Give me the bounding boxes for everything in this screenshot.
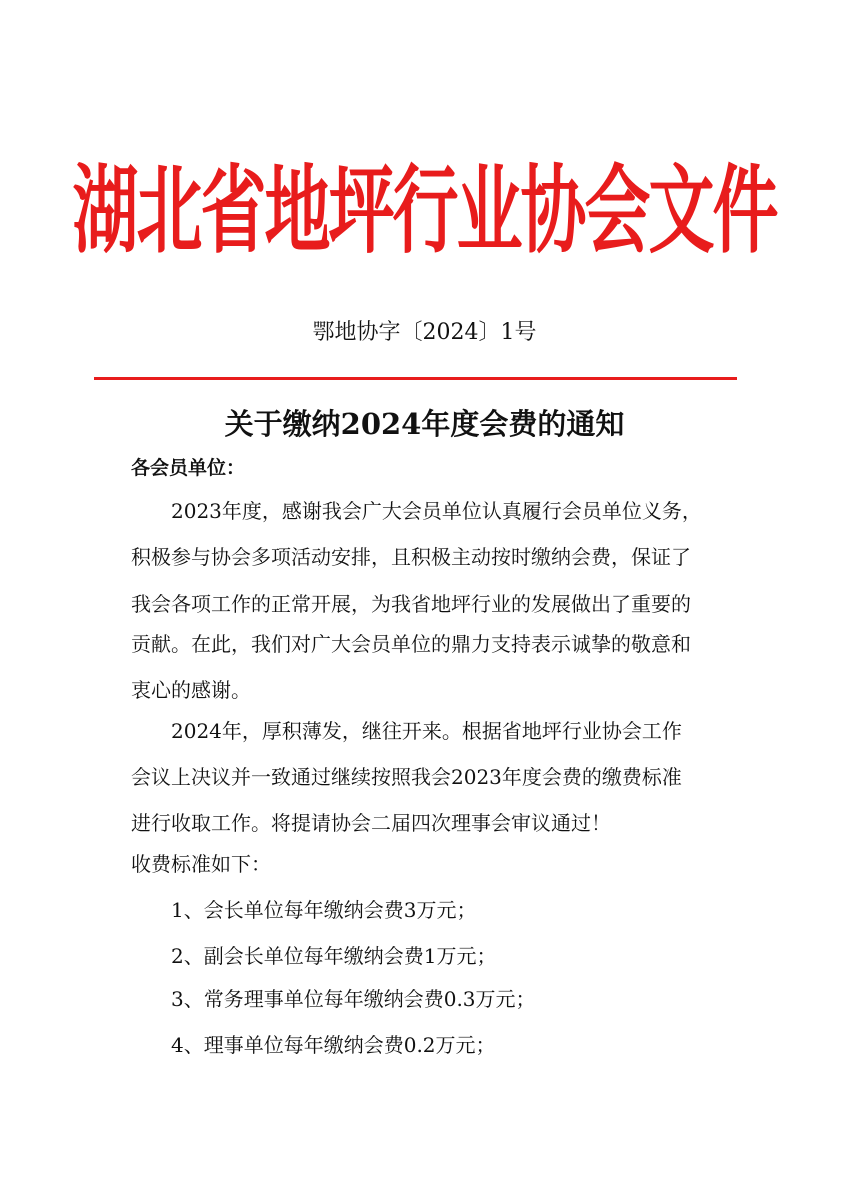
fee-item: 3、常务理事单位每年缴纳会费0.3万元； (171, 987, 536, 1011)
salutation: 各会员单位： (131, 457, 246, 479)
notice-title: 关于缴纳2024年度会费的通知 (224, 407, 625, 441)
document-masthead: 湖北省地坪行业协会文件 (72, 155, 777, 267)
fee-item: 4、理事单位每年缴纳会费0.2万元； (171, 1033, 496, 1057)
paragraph-line: 积极参与协会多项活动安排，且积极主动按时缴纳会费，保证了 (131, 545, 691, 569)
fee-item: 1、会长单位每年缴纳会费3万元； (171, 898, 477, 922)
paragraph-line: 2024年，厚积薄发，继往开来。根据省地坪行业协会工作 (171, 719, 682, 743)
paragraph-line: 我会各项工作的正常开展，为我省地坪行业的发展做出了重要的 (131, 592, 691, 616)
paragraph-line: 2023年度，感谢我会广大会员单位认真履行会员单位义务， (171, 499, 702, 523)
fee-item: 2、副会长单位每年缴纳会费1万元； (171, 944, 497, 968)
document-number: 鄂地协字〔2024〕1号 (312, 320, 537, 345)
red-divider (94, 377, 737, 380)
paragraph-line: 进行收取工作。将提请协会二届四次理事会审议通过！ (131, 811, 611, 835)
paragraph-line: 收费标准如下： (131, 852, 271, 876)
paragraph-line: 贡献。在此，我们对广大会员单位的鼎力支持表示诚挚的敬意和 (131, 632, 691, 656)
paragraph-line: 会议上决议并一致通过继续按照我会2023年度会费的缴费标准 (131, 765, 682, 789)
paragraph-line: 衷心的感谢。 (131, 678, 251, 702)
